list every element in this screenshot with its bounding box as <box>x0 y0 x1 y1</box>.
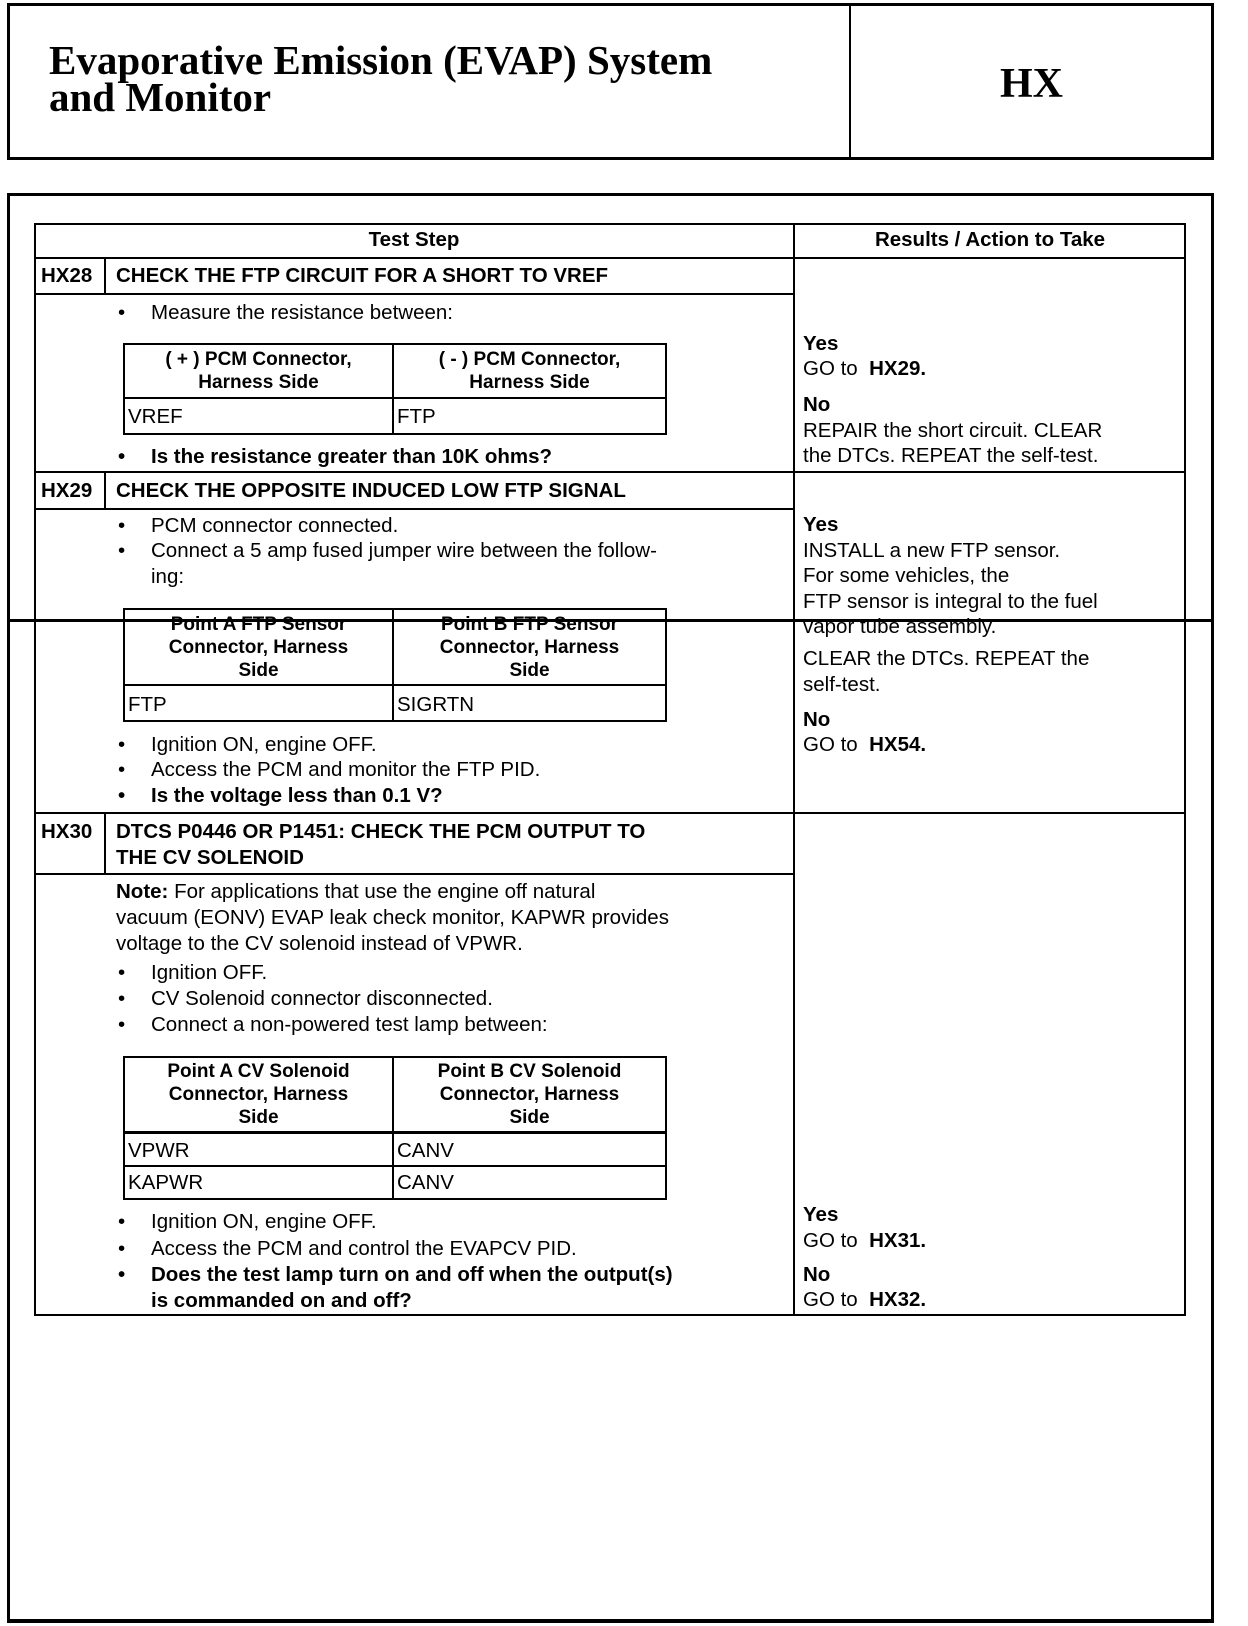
note-line: voltage to the CV solenoid instead of VPWR. <box>116 932 523 955</box>
cell-line: Connector, Harness <box>168 637 349 658</box>
table-header-cell <box>125 613 392 682</box>
yes-action-line: CLEAR the DTCs. REPEAT the <box>803 647 1090 670</box>
go-to-text: GO to <box>803 1229 858 1252</box>
cell-line: Harness Side <box>469 372 590 393</box>
page-title <box>49 37 713 120</box>
cell-divider <box>123 1131 667 1134</box>
note-label: Note: <box>116 880 169 903</box>
body-frame-left <box>7 193 10 1623</box>
no-action-line: REPAIR the short circuit. CLEAR <box>803 419 1103 442</box>
question <box>118 1262 673 1314</box>
bullet-line: ing: <box>151 565 185 588</box>
body-frame-right <box>1211 193 1214 1623</box>
title-line: THE CV SOLENOID <box>116 846 304 869</box>
step-title: CHECK THE FTP CIRCUIT FOR A SHORT TO VREF <box>116 264 609 287</box>
cell-line: Side <box>509 660 550 681</box>
table-header-cell <box>125 348 392 394</box>
table-header-cell <box>394 613 665 682</box>
cell-line: Harness Side <box>198 372 319 393</box>
table-cell: FTP <box>128 693 167 716</box>
bullet: • Connect a non-powered test lamp between: <box>118 1012 548 1038</box>
yes-label: Yes <box>803 513 839 536</box>
cell-line: Side <box>509 1107 550 1128</box>
title-line-1: Evaporative Emission (EVAP) System <box>49 37 713 83</box>
no-label: No <box>803 1263 831 1286</box>
id-divider-hx29 <box>104 471 106 509</box>
hx28-end-line <box>34 471 1186 473</box>
hx29-end-line <box>34 812 1186 814</box>
yes-action <box>803 356 926 382</box>
cell-line: ( + ) PCM Connector, <box>165 349 352 370</box>
step-link[interactable]: HX32. <box>869 1288 927 1311</box>
no-label: No <box>803 393 831 416</box>
cell-divider <box>123 1165 667 1167</box>
step-id: HX29 <box>41 479 93 502</box>
cell-line: Connector, Harness <box>168 1084 349 1105</box>
bullet: • Ignition ON, engine OFF. <box>118 732 377 758</box>
cell-divider <box>123 684 667 686</box>
table-cell: VPWR <box>128 1139 190 1162</box>
note <box>116 879 669 957</box>
yes-action <box>803 1228 926 1254</box>
table-header-cell <box>125 1060 392 1129</box>
cell-divider <box>123 397 667 399</box>
cell-line: Side <box>238 1107 279 1128</box>
go-to-text: GO to <box>803 1288 858 1311</box>
step-link[interactable]: HX54. <box>869 733 927 756</box>
bullet: • PCM connector connected. <box>118 513 398 539</box>
cell-line: Point B FTP Sensor <box>440 614 618 635</box>
col-header-test-step: Test Step <box>368 228 460 251</box>
table-cell: SIGRTN <box>397 693 475 716</box>
hx28-title-line <box>34 293 794 295</box>
section-code: HX <box>1000 61 1063 107</box>
yes-action-line: INSTALL a new FTP sensor. <box>803 539 1061 562</box>
note-text: For applications that use the engine off natural <box>168 880 596 903</box>
no-label: No <box>803 708 831 731</box>
cell-line: ( - ) PCM Connector, <box>438 349 621 370</box>
go-to-text: GO to <box>803 733 858 756</box>
col-header-results: Results / Action to Take <box>874 228 1106 251</box>
yes-label: Yes <box>803 332 839 355</box>
note-line <box>116 879 669 905</box>
step-link[interactable]: HX29. <box>869 357 927 380</box>
title-line: DTCS P0446 OR P1451: CHECK THE PCM OUTPUT TO <box>116 820 646 843</box>
step-id: HX30 <box>41 820 93 843</box>
column-divider <box>793 223 795 1316</box>
no-action <box>803 1287 926 1313</box>
table-cell: FTP <box>397 405 436 428</box>
table-cell: CANV <box>397 1171 454 1194</box>
no-action-line: the DTCs. REPEAT the self-test. <box>803 444 1099 467</box>
bullet: • Access the PCM and control the EVAPCV PID. <box>118 1236 577 1262</box>
table-cell: KAPWR <box>128 1171 204 1194</box>
title-line-2: and Monitor <box>49 74 272 120</box>
bullet: • Ignition ON, engine OFF. <box>118 1209 377 1235</box>
go-to-text: GO to <box>803 357 858 380</box>
cell-line: Side <box>238 660 279 681</box>
question: • Is the resistance greater than 10K ohms? <box>118 444 552 470</box>
body-frame-bottom <box>7 1619 1214 1623</box>
bullet: • Ignition OFF. <box>118 960 267 986</box>
yes-label: Yes <box>803 1203 839 1226</box>
cell-line: Point A FTP Sensor <box>170 614 347 635</box>
yes-action-line: FTP sensor is integral to the fuel <box>803 590 1098 613</box>
step-link[interactable]: HX31. <box>869 1229 927 1252</box>
no-action <box>803 732 926 758</box>
table-header-cell <box>394 348 665 394</box>
table-cell: CANV <box>397 1139 454 1162</box>
bullet <box>118 538 657 590</box>
bullet: • CV Solenoid connector disconnected. <box>118 986 493 1012</box>
step-id: HX28 <box>41 264 93 287</box>
note-line: vacuum (EONV) EVAP leak check monitor, KAPWR provides <box>116 906 669 929</box>
question-line: is commanded on and off? <box>151 1289 412 1312</box>
table-cell: VREF <box>128 405 183 428</box>
bullet: • Access the PCM and monitor the FTP PID. <box>118 757 540 783</box>
yes-action-line: For some vehicles, the <box>803 564 1010 587</box>
question-line: • Does the test lamp turn on and off when the output(s) <box>151 1263 673 1286</box>
cell-line: Point B CV Solenoid <box>437 1061 622 1082</box>
header-row-line <box>34 257 1186 259</box>
bullet-line: • Connect a 5 amp fused jumper wire between the follow- <box>151 539 657 562</box>
hx29-title-line <box>34 508 794 510</box>
table-header-cell <box>394 1060 665 1129</box>
question: • Is the voltage less than 0.1 V? <box>118 783 443 809</box>
cell-line: Connector, Harness <box>439 637 620 658</box>
bullet: • Measure the resistance between: <box>118 300 453 326</box>
cell-line: Point A CV Solenoid <box>167 1061 350 1082</box>
hx30-title-line <box>34 873 794 875</box>
yes-action-line: vapor tube assembly. <box>803 615 997 638</box>
id-divider-hx28 <box>104 257 106 294</box>
step-title <box>116 819 645 871</box>
id-divider-hx30 <box>104 812 106 874</box>
yes-action-line: self-test. <box>803 673 881 696</box>
cell-line: Connector, Harness <box>439 1084 620 1105</box>
step-title: CHECK THE OPPOSITE INDUCED LOW FTP SIGNAL <box>116 479 626 502</box>
